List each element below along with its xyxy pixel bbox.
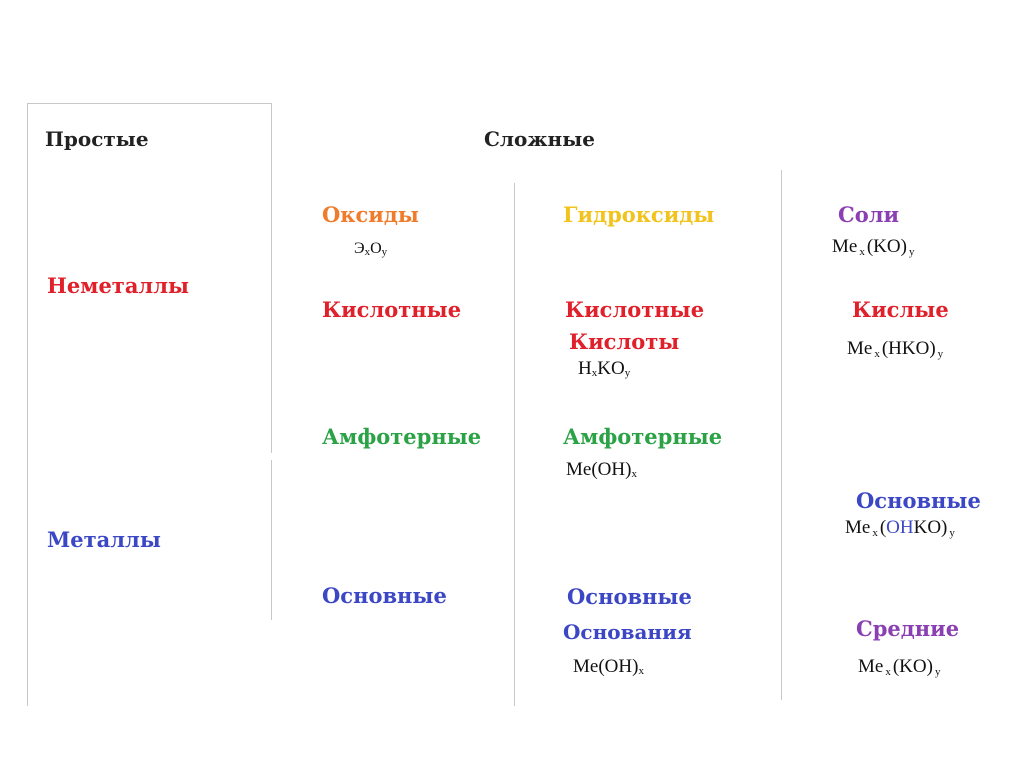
acidic-salts-formula: Me x (HKO) y — [847, 338, 944, 360]
divider-oxides-hydroxides — [514, 183, 515, 706]
header-complex: Сложные — [484, 127, 595, 151]
header-simple: Простые — [45, 127, 149, 151]
oxides-title: Оксиды — [322, 202, 419, 227]
salts-formula: Me x (KO) y — [832, 236, 915, 258]
hydroxides-acidic: Кислотные — [565, 297, 705, 322]
oxides-acidic: Кислотные — [322, 297, 462, 322]
left-border — [27, 103, 28, 706]
salts-title: Соли — [838, 202, 900, 227]
metals-label: Металлы — [47, 527, 161, 552]
middle-salts-formula: Me x (KO) y — [858, 656, 941, 678]
hydroxides-amphoteric: Амфотерные — [563, 424, 723, 449]
top-border-left — [27, 103, 272, 104]
divider-hydroxides-salts — [781, 170, 782, 700]
salts-basic: Основные — [856, 488, 981, 513]
divider-simple-complex-lower — [271, 460, 272, 620]
divider-simple-complex — [271, 103, 272, 453]
oxides-amphoteric: Амфотерные — [322, 424, 482, 449]
hydroxides-basic: Основные — [567, 584, 692, 609]
hydroxides-bases: Основания — [563, 620, 692, 644]
oxides-formula: $Э_xO_y$ — [354, 240, 388, 258]
nonmetals-label: Неметаллы — [47, 273, 190, 298]
bases-formula: $Me(OH)_x$ — [573, 656, 644, 677]
salts-acidic: Кислые — [852, 297, 949, 322]
hydroxides-title: Гидроксиды — [563, 202, 715, 227]
basic-salts-formula: Me x (OHKO) y — [845, 517, 955, 539]
amphoteric-hydroxide-formula: $Me(OH)_x$ — [566, 459, 637, 480]
oxides-basic: Основные — [322, 583, 447, 608]
acids-formula: $H_xKO_y$ — [578, 358, 631, 379]
salts-middle: Средние — [856, 616, 960, 641]
hydroxides-acids: Кислоты — [569, 329, 680, 354]
